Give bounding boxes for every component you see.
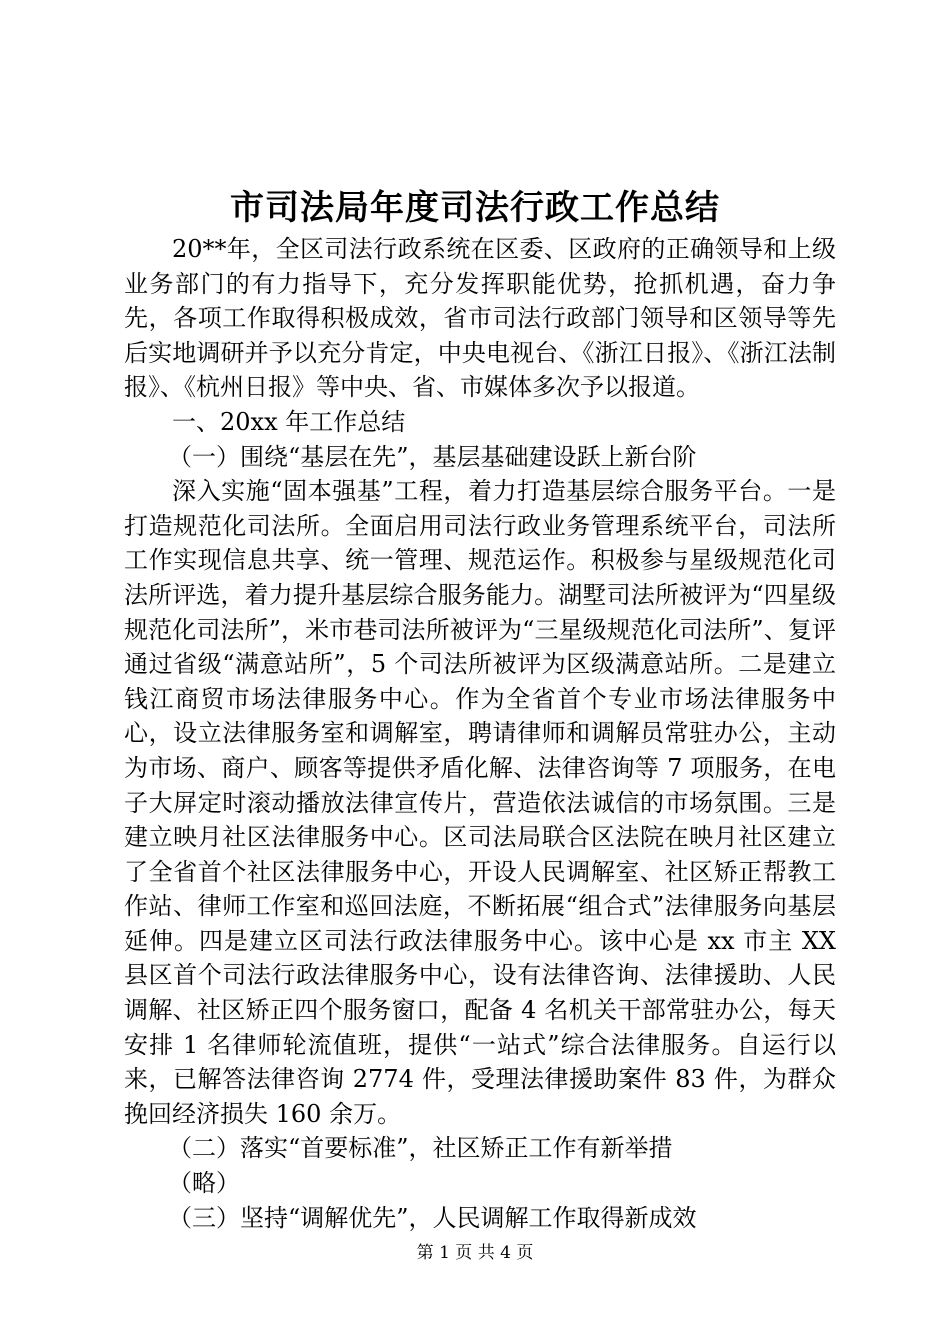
subsection-heading-2: （二）落实“首要标准”，社区矫正工作有新举措: [168, 1134, 673, 1163]
subsection-body-1: 深入实施“固本强基”工程，着力打造基层综合服务平台。一是打造规范化司法所。全面启用司法行政业务管理系统平台，司法所工作实现信息共享、统一管理、规范运作。积极参与星级规范化司法所评选，着力提升基层综合服务能力。湖墅司法所被评为“四星级规范化司法所”，米市巷司法所被评为“三星级规范化司法所”、复评通过省级“满意站所”，5 个司法所被评为区级满意站所。二是建立钱江商贸市场法律服务中心。作为全省首个专业市场法律服务中心，设立法律服务室和调解室，聘请律师和调解员常驻办公，主动为市场、商户、顾客等提供矛盾化解、法律咨询等 7 项服务，在电子大屏定时滚动播放法律宣传片，营造依法诚信的市场氛围。三是建立映月社区法律服务中心。区司法局联合区法院在映月社区建立了全省首个社区法律服务中心，开设人民调解室、社区矫正帮教工作站、律师工作室和巡回法庭，不断拓展“组合式”法律服务向基层延伸。四是建立区司法行政法律服务中心。该中心是 xx 市主 XX 县区首个司法行政法律服务中心，设有法律咨询、法律援助、人民调解、社区矫正四个服务窗口，配备 4 名机关干部常驻办公，每天安排 1 名律师轮流值班，提供“一站式”综合法律服务。自运行以来，已解答法律咨询 2774 件，受理法律援助案件 83 件，为群众挽回经济损失 160 余万。: [124, 477, 836, 1128]
page-number-footer: 第 1 页 共 4 页: [416, 1243, 534, 1263]
subsection-heading-3: （三）坚持“调解优先”，人民调解工作取得新成效: [168, 1203, 697, 1232]
subsection-heading-1: （一）围绕“基层在先”，基层基础建设跃上新台阶: [168, 442, 697, 471]
document-title: 市司法局年度司法行政工作总结: [230, 188, 720, 228]
section-heading-1: 一、20xx 年工作总结: [172, 407, 406, 436]
intro-paragraph: 20**年，全区司法行政系统在区委、区政府的正确领导和上级业务部门的有力指导下，充分发挥职能优势，抢抓机遇，奋力争先，各项工作取得积极成效，省市司法行政部门领导和区领导等先后实地调研并予以充分肯定，中央电视台、《浙江日报》、《浙江法制报》、《杭州日报》等中央、省、市媒体多次予以报道。: [124, 235, 836, 402]
subsection-body-2: （略）: [168, 1169, 240, 1198]
document-body: [124, 232, 836, 1235]
